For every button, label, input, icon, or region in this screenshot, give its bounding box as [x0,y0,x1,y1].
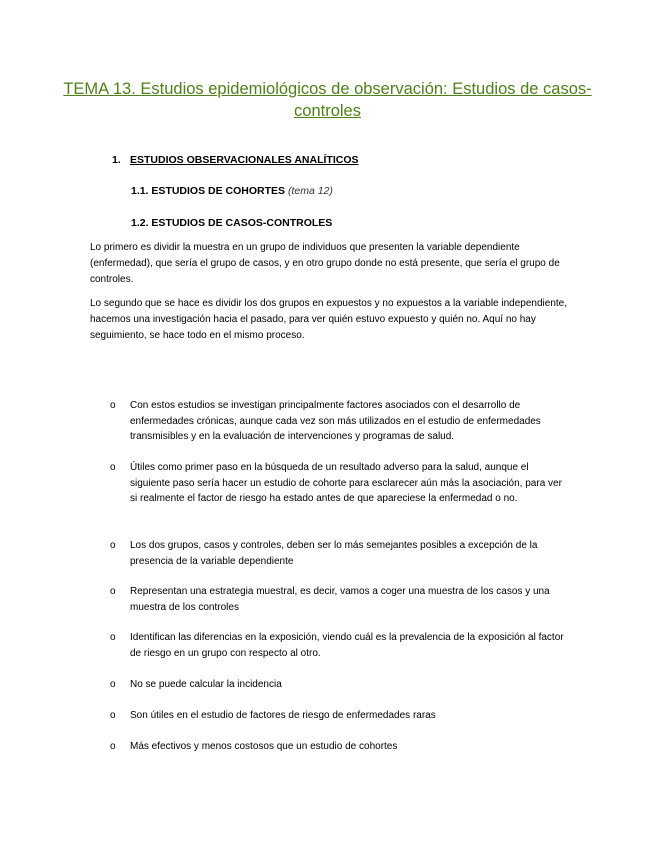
list-item [110,584,565,615]
list-item [110,460,565,507]
bullet-marker: o [110,710,116,721]
list-item-text: Representan una estrategia muestral, es decir, vamos a coger una muestra de los casos y una muestra de los controles [130,586,550,613]
list-item-text: Más efectivos y menos costosos que un estudio de cohortes [130,741,398,752]
bullet-marker: o [110,741,116,752]
list-item [110,630,565,661]
list-item-text: Los dos grupos, casos y controles, deben ser lo más semejantes posibles a excepción de la presencia de la variable dependiente [130,540,538,567]
bullet-marker: o [110,586,116,597]
page-title: TEMA 13. Estudios epidemiológicos de observación: Estudios de casos-controles [63,80,592,120]
list-item [110,538,565,569]
bullet-marker: o [110,540,116,551]
subsection-heading-1-1 [131,185,333,197]
bullet-marker: o [110,400,116,411]
list-item-text: Identifican las diferencias en la exposición, viendo cuál es la prevalencia de la exposición al factor de riesgo en un grupo con respecto al otro. [130,632,564,659]
section-heading-1 [112,154,359,166]
subsection-label: 1.2. ESTUDIOS DE CASOS-CONTROLES [131,217,333,229]
list-item [110,708,565,724]
list-item-text: Con estos estudios se investigan principalmente factores asociados con el desarrollo de enfermedades crónicas, aunque cada vez son más utilizados en el estudio de enfermedades transmisibles y en la evaluación de intervenciones y programas de salud. [130,400,541,442]
list-item-text: Útiles como primer paso en la búsqueda de un resultado adverso para la salud, aunque el siguiente paso sería hacer un estudio de cohorte para esclarecer aún más la asociación, para ver si realmente el factor de riesgo ha estado antes de que apareciese la enfermedad o no. [130,462,562,504]
subsection-heading-1-2 [131,217,332,229]
list-item [110,398,565,445]
section-number: 1. [112,154,121,166]
bullet-marker: o [110,632,116,643]
list-item-text: No se puede calcular la incidencia [130,679,282,690]
paragraph: Lo primero es dividir la muestra en un grupo de individuos que presenten la variable dependiente (enfermedad), que sería el grupo de casos, y en otro grupo donde no está presente, que sería el grupo de controles. [90,242,560,285]
subsection-note: (tema 12) [287,185,333,197]
bullet-marker: o [110,679,116,690]
section-label: ESTUDIOS OBSERVACIONALES ANALÍTICOS [130,154,359,166]
paragraph: Lo segundo que se hace es dividir los dos grupos en expuestos y no expuestos a la variable independiente, hacemos una investigación hacia el pasado, para ver quién estuvo expuesto y quién no. Aquí no hay seguimiento, se hace todo en el mismo proceso. [90,298,567,341]
list-item [110,677,565,693]
bullet-marker: o [110,462,116,473]
list-item-text: Son útiles en el estudio de factores de riesgo de enfermedades raras [130,710,436,721]
subsection-label: 1.1. ESTUDIOS DE COHORTES [131,185,286,197]
list-item [110,739,565,755]
